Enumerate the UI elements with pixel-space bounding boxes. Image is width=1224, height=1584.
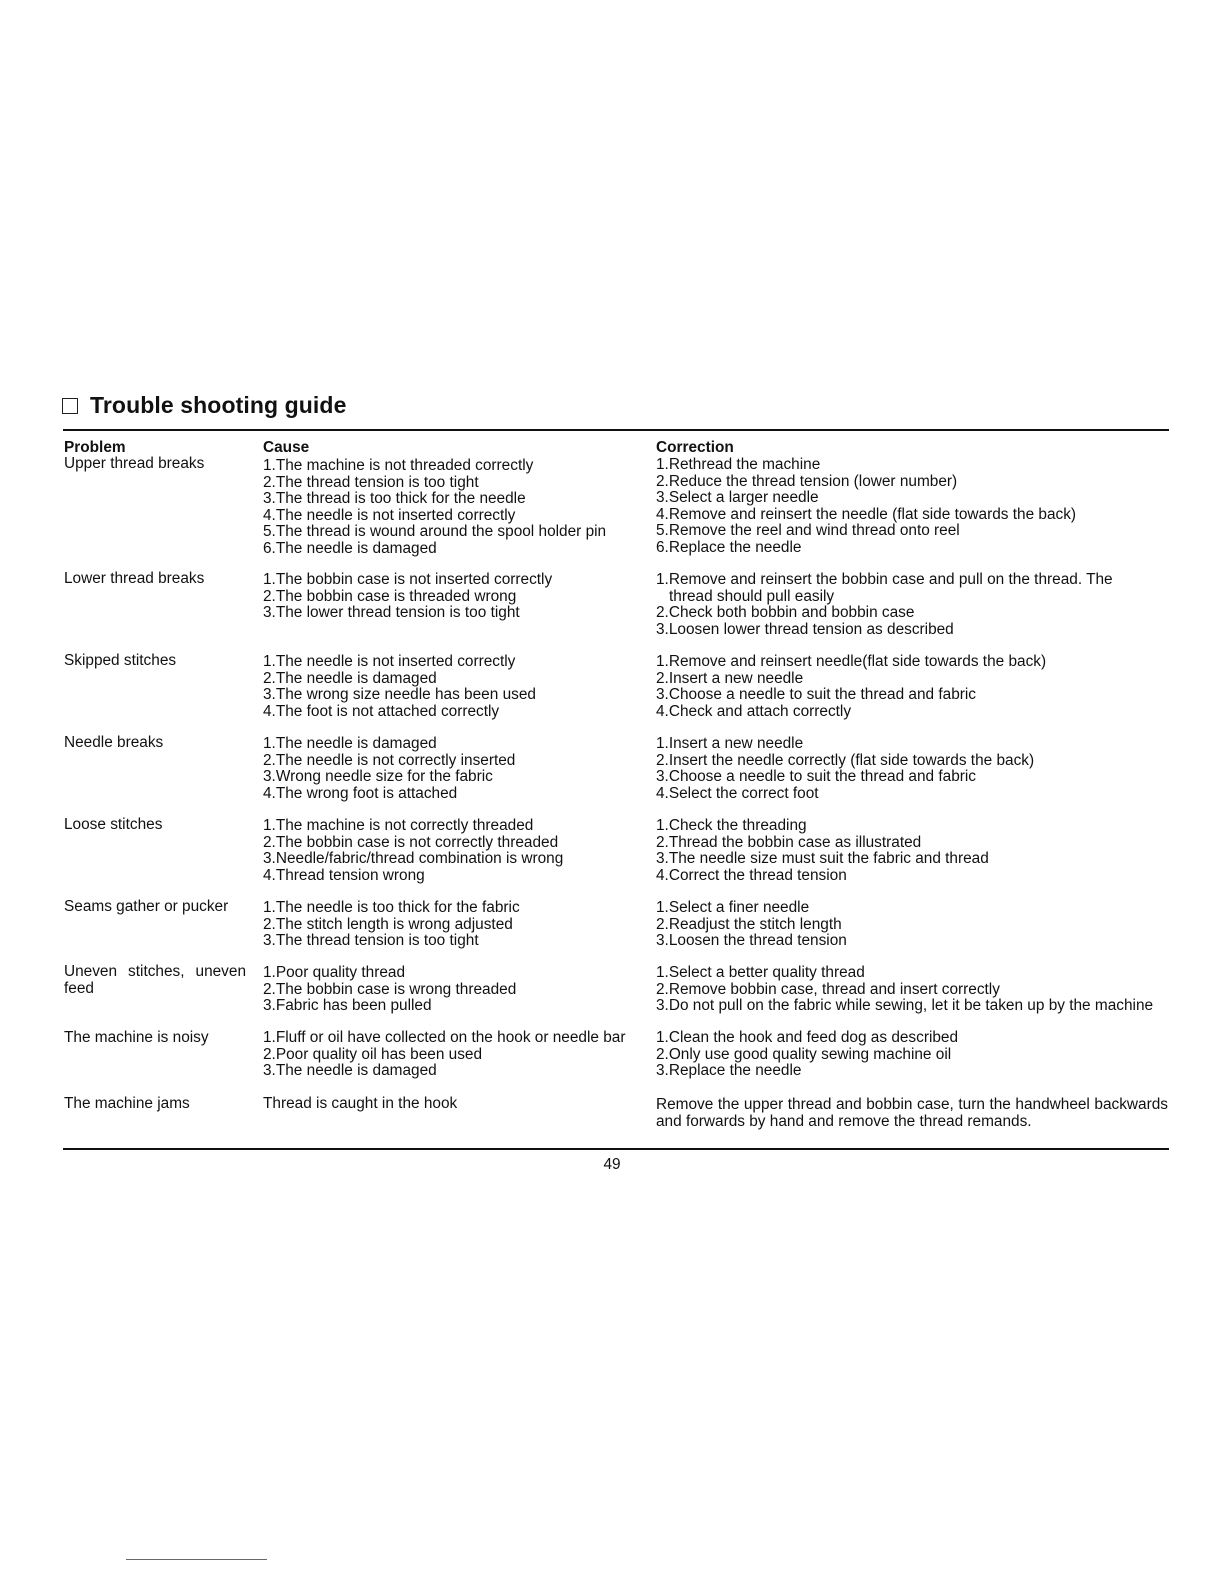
header-problem: Problem [64, 439, 126, 456]
problem-cell: The machine is noisy [64, 1029, 209, 1046]
correction-cell: 1.Select a better quality thread 2.Remove bobbin case, thread and insert correctly 3.Do not pull on the fabric while sewing, let it be taken up by the machine [656, 964, 1154, 1014]
problem-cell: Uneven stitches, uneven feed [64, 963, 246, 997]
page-number: 49 [603, 1156, 621, 1173]
problem-cell: Needle breaks [64, 734, 164, 751]
cause-cell: 1.The machine is not correctly threaded 2.The bobbin case is not correctly threaded 3.Needle/fabric/thread combination is wrong 4.Thread tension wrong [263, 817, 564, 884]
cause-cell: 1.The needle is too thick for the fabric 2.The stitch length is wrong adjusted 3.The thread tension is too tight [263, 899, 520, 949]
troubleshooting-table [64, 439, 1168, 1130]
problem-cell: Upper thread breaks [64, 455, 205, 472]
header-correction: Correction [656, 439, 734, 456]
problem-cell: Loose stitches [64, 816, 163, 833]
problem-cell: The machine jams [64, 1095, 190, 1112]
cause-cell: Thread is caught in the hook [263, 1095, 458, 1112]
problem-cell: Seams gather or pucker [64, 898, 229, 915]
problem-cell: Lower thread breaks [64, 570, 205, 587]
checkbox-icon [62, 398, 78, 414]
bottom-divider [63, 1148, 1169, 1150]
correction-cell: 1.Remove and reinsert the bobbin case and pull on the thread. The thread should pull easily 2.Check both bobbin and bobbin case 3.Loosen lower thread tension as described [656, 571, 1113, 638]
correction-cell: 1.Select a finer needle 2.Readjust the stitch length 3.Loosen the thread tension [656, 899, 847, 949]
correction-cell: 1.Insert a new needle 2.Insert the needle correctly (flat side towards the back) 3.Choose a needle to suit the thread and fabric 4.Select the correct foot [656, 735, 1035, 802]
correction-cell: 1.Check the threading 2.Thread the bobbin case as illustrated 3.The needle size must suit the fabric and thread 4.Correct the thread tension [656, 817, 989, 884]
cause-cell: 1.The needle is not inserted correctly 2.The needle is damaged 3.The wrong size needle has been used 4.The foot is not attached correctly [263, 653, 536, 720]
correction-cell: 1.Remove and reinsert needle(flat side towards the back) 2.Insert a new needle 3.Choose a needle to suit the thread and fabric 4.Check and attach correctly [656, 653, 1047, 720]
header-cause: Cause [263, 439, 310, 456]
cause-cell: 1.The machine is not threaded correctly 2.The thread tension is too tight 3.The thread is too thick for the needle 4.The needle is not inserted correctly 5.The thread is wound around the spool holder pin 6.The needle is damaged [263, 457, 607, 557]
table-row [64, 455, 1168, 557]
page-title: Trouble shooting guide [90, 392, 347, 418]
cause-cell: 1.Poor quality thread 2.The bobbin case is wrong threaded 3.Fabric has been pulled [263, 964, 517, 1014]
table-header [64, 440, 1168, 457]
section-heading [62, 392, 346, 419]
cause-cell: 1.Fluff or oil have collected on the hook or needle bar 2.Poor quality oil has been used 3.The needle is damaged [263, 1029, 626, 1079]
correction-cell: 1.Clean the hook and feed dog as described 2.Only use good quality sewing machine oil 3.Replace the needle [656, 1029, 959, 1079]
cause-cell: 1.The needle is damaged 2.The needle is not correctly inserted 3.Wrong needle size for the fabric 4.The wrong foot is attached [263, 735, 516, 802]
scan-mark [126, 1559, 267, 1560]
correction-cell: 1.Rethread the machine 2.Reduce the thread tension (lower number) 3.Select a larger needle 4.Remove and reinsert the needle (flat side towards the back) 5.Remove the reel and wind thread onto reel 6.Replace the needle [656, 456, 1077, 556]
top-divider [63, 429, 1169, 431]
problem-cell: Skipped stitches [64, 652, 177, 669]
cause-cell: 1.The bobbin case is not inserted correctly 2.The bobbin case is threaded wrong 3.The lower thread tension is too tight [263, 571, 553, 621]
correction-cell: Remove the upper thread and bobbin case, turn the handwheel backwards and forwards by hand and remove the thread remands. [656, 1096, 1168, 1130]
